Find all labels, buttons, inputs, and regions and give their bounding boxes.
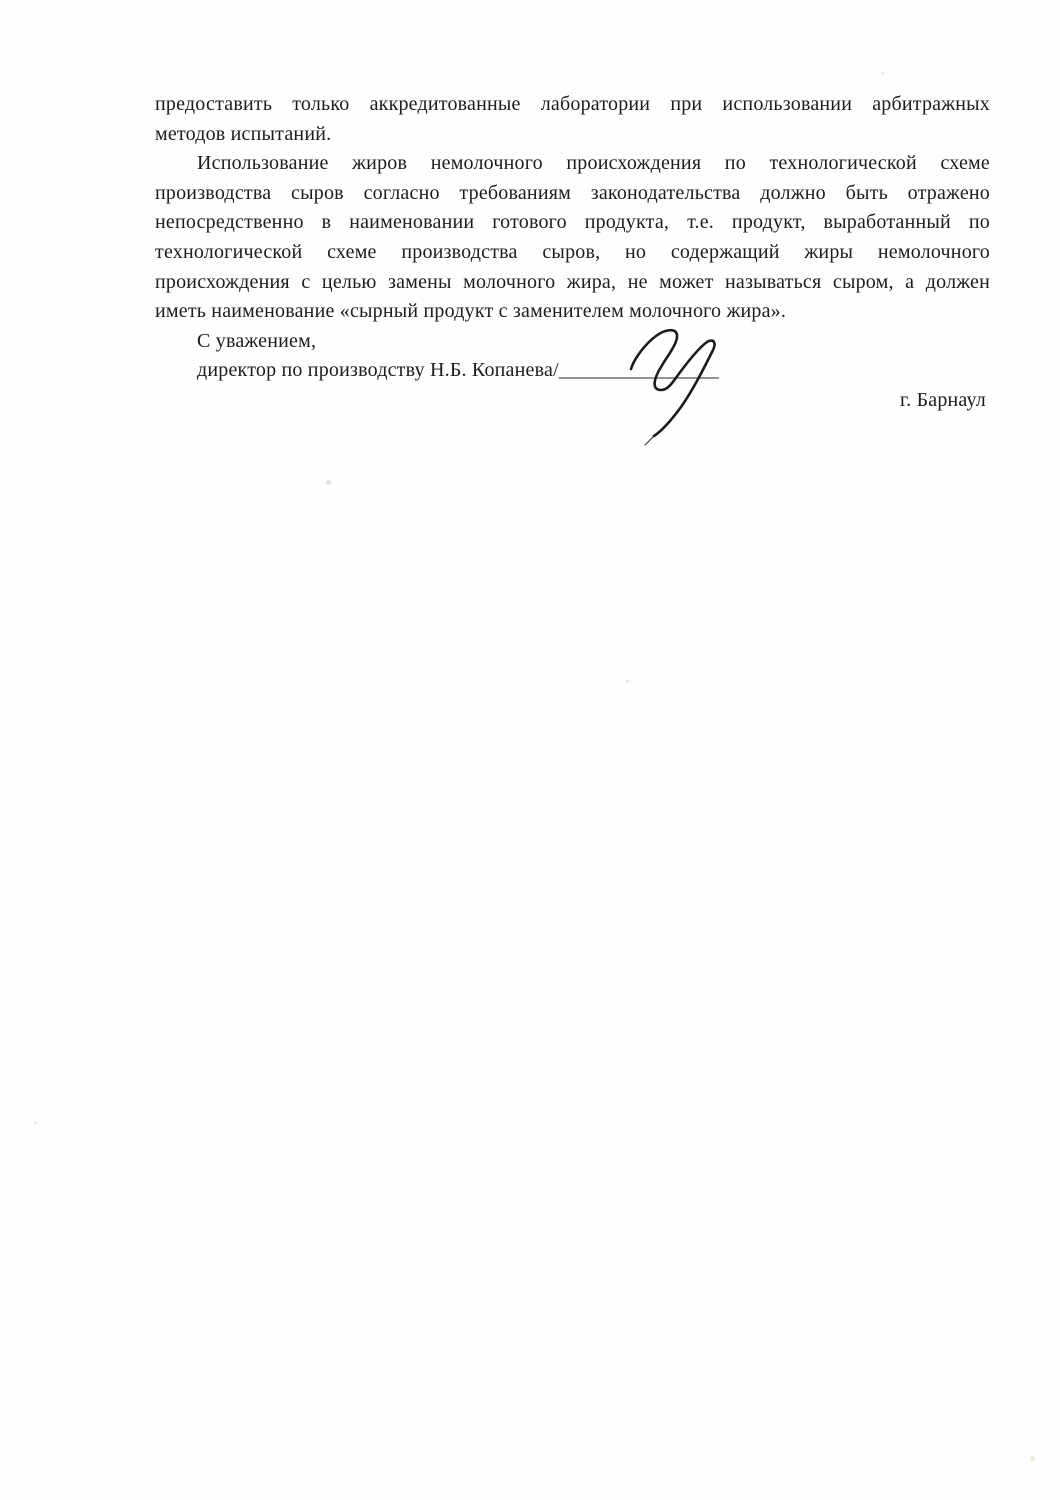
city-line: г. Барнаул bbox=[900, 388, 986, 411]
text-line: предоставить только аккредитованные лаборатории при использовании арбитражных bbox=[155, 93, 990, 115]
text-line: происхождения с целью замены молочного жира, не может называться сыром, а должен bbox=[155, 270, 990, 293]
signature-tail-stroke bbox=[645, 436, 654, 445]
paragraph-1 bbox=[155, 90, 990, 149]
signatory-line bbox=[155, 356, 990, 386]
text-line: методов испытаний. bbox=[155, 122, 332, 145]
scan-speck bbox=[34, 1121, 37, 1124]
scan-speck bbox=[881, 72, 884, 75]
closing-line: С уважением, bbox=[197, 329, 317, 352]
scan-speck bbox=[1030, 1456, 1035, 1461]
text-line: производства сыров согласно требованиям законодательства должно быть отражено bbox=[155, 181, 990, 204]
scan-speck bbox=[326, 480, 331, 485]
scan-speck bbox=[626, 680, 629, 683]
text-line: иметь наименование «сырный продукт с заменителем молочного жира». bbox=[155, 300, 787, 323]
paragraph-2 bbox=[155, 149, 990, 327]
text-line: непосредственно в наименовании готового продукта, т.е. продукт, выработанный по bbox=[155, 211, 990, 234]
text-line: Использование жиров немолочного происхождения по технологической схеме bbox=[197, 152, 990, 175]
signatory-text: директор по производству Н.Б. Копанева/ bbox=[197, 359, 559, 382]
signature-underline: ________________ bbox=[558, 359, 719, 382]
letter-body bbox=[155, 90, 990, 416]
text-line: технологической схеме производства сыров, но содержащий жиры немолочного bbox=[155, 240, 990, 263]
